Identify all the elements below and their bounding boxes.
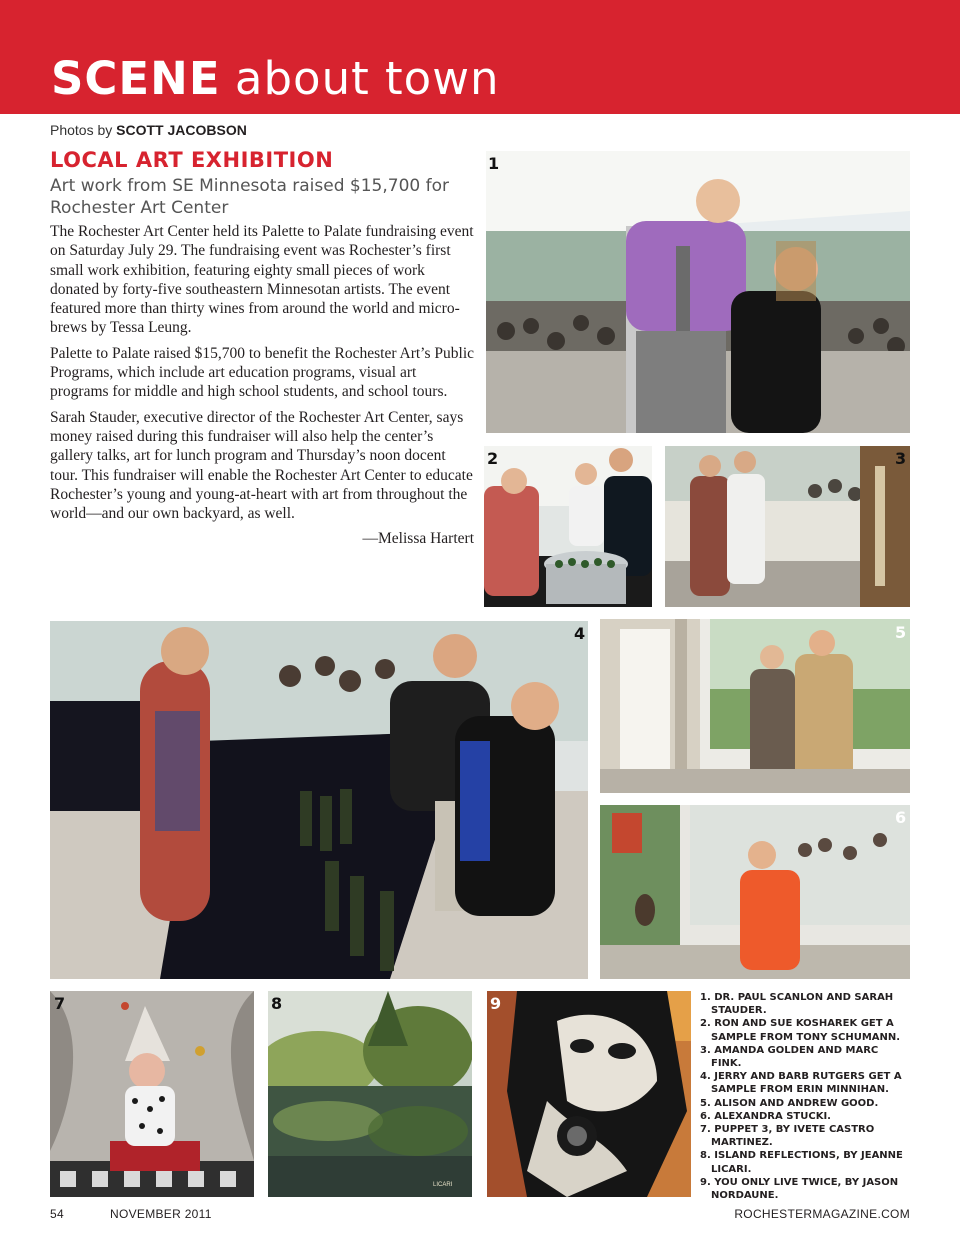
page-number: 54 [50,1207,64,1221]
article-paragraph: Sarah Stauder, executive director of the Rochester Art Center, says money raised during this fundraiser will also help the center’s gallery talks, art for lunch program and Thursday’s noon docent tour. This fundraiser will enable the Rochester Art Center to educate Rochester’s young and young-at-heart with art from throughout the world—and our own backyard, as well. [50,408,473,523]
photo-6-stucki [600,805,910,979]
photo-9-you-only-live-twice [487,991,691,1197]
photo-5-good [600,619,910,793]
photo-number-8: 8 [271,994,283,1013]
photo-5-image [600,619,910,793]
photo-number-2: 2 [487,449,499,468]
section-title-bold: SCENE [51,52,221,105]
photo-credit-prefix: Photos by [50,122,113,138]
photo-credit [50,122,247,138]
painting-signature: LICARI [433,1182,453,1188]
caption-item: 6. ALEXANDRA STUCKI. [700,1110,831,1122]
caption-item: 2. RON AND SUE KOSHAREK GET A SAMPLE FROM TONY SCHUMANN. [700,1018,901,1043]
photo-3-golden-fink [665,446,910,607]
photo-4-image [50,621,588,979]
photo-captions [700,991,910,1202]
article-dek: Art work from SE Minnesota raised $15,700 for Rochester Art Center [50,176,449,218]
caption-item: 9. YOU ONLY LIVE TWICE, BY JASON NORDAUNE. [700,1176,899,1202]
photo-number-4: 4 [574,624,586,643]
article-paragraph: The Rochester Art Center held its Palette to Palate fundraising event on Saturday July 29. The fundraising event was Rochester’s first small work exhibition, featuring eighty small pieces of work donated by forty-five southeastern Minnesotan artists. The event featured more than thirty wines from around the world and micro-brews by Tessa Leung. [50,223,474,337]
photographer-name: SCOTT JACOBSON [116,122,247,138]
photo-number-1: 1 [488,154,500,173]
photo-4-rutgers-minnihan [50,621,588,979]
article-body [50,222,474,549]
article-byline: —Melissa Hartert [362,530,474,548]
photo-3-image [665,446,910,607]
photo-7-image [50,991,254,1197]
photo-1-scanlon-stauder [486,151,910,433]
caption-item: 1. DR. PAUL SCANLON AND SARAH STAUDER. [700,992,894,1017]
photo-9-image [487,991,691,1197]
section-title-light: about town [234,52,500,105]
photo-6-image [600,805,910,979]
article-headline: LOCAL ART EXHIBITION [50,148,334,172]
photo-1-image [486,151,910,433]
photo-2-image [484,446,652,607]
photo-number-9: 9 [490,994,502,1013]
photo-number-6: 6 [895,808,907,827]
section-banner [0,0,960,114]
caption-item: 8. ISLAND REFLECTIONS, BY JEANNE LICARI. [700,1150,903,1175]
website-url: ROCHESTERMAGAZINE.COM [734,1207,910,1221]
photo-number-3: 3 [895,449,907,468]
article-paragraph: Palette to Palate raised $15,700 to benefit the Rochester Art’s Public Programs, which include art education programs, visual art programs for middle and high school students, and school tours. [50,344,475,401]
caption-item: 4. JERRY AND BARB RUTGERS GET A SAMPLE FROM ERIN MINNIHAN. [700,1071,902,1096]
section-title [51,50,500,108]
photo-8-island-reflections [268,991,472,1197]
photo-2-kosharek-schumann [484,446,652,607]
caption-item: 5. ALISON AND ANDREW GOOD. [700,1097,879,1109]
photo-7-puppet-3 [50,991,254,1197]
photo-8-image [268,991,472,1197]
caption-item: 7. PUPPET 3, BY IVETE CASTRO MARTINEZ. [700,1124,875,1149]
photo-number-5: 5 [895,623,907,642]
caption-item: 3. AMANDA GOLDEN AND MARC FINK. [700,1044,879,1070]
issue-date: NOVEMBER 2011 [110,1207,212,1221]
photo-number-7: 7 [54,994,66,1013]
